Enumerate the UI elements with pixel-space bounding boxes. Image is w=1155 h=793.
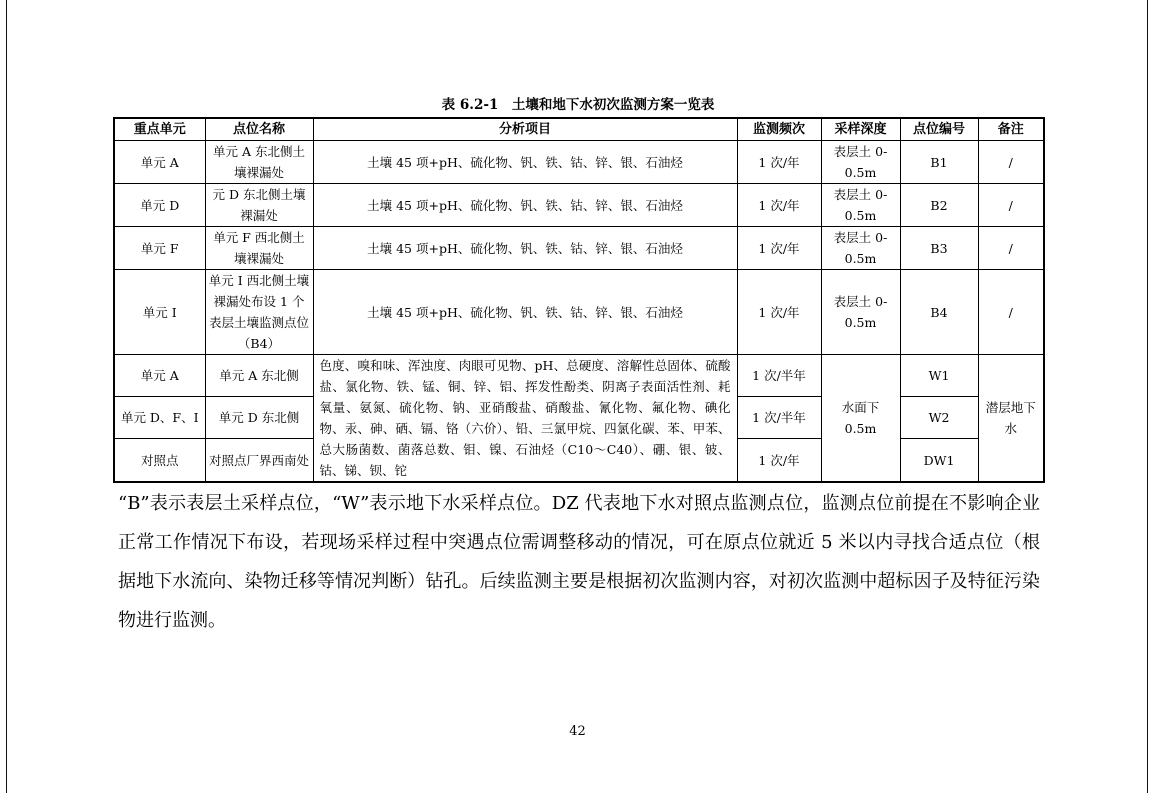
table-row <box>114 270 1044 355</box>
cell-code: B4 <box>900 270 978 355</box>
page-border-left <box>6 0 7 793</box>
cell-water-note: 潜层地下水 <box>978 355 1044 483</box>
cell-location: 单元 F 西北侧土壤裸漏处 <box>205 227 313 270</box>
cell-unit: 对照点 <box>114 439 205 482</box>
cell-frequency: 1 次/半年 <box>737 355 821 397</box>
body-paragraph: “B”表示表层土采样点位，“W”表示地下水采样点位。DZ 代表地下水对照点监测点位，监测点位前提在不影响企业正常工作情况下布设，若现场采样过程中突遇点位需调整移动的情况，可在原点位就近 5 米以内寻找合适点位（根据地下水流向、染物迁移等情况判断）钻孔。后续监测主要是根据初次监测内容，对初次监测中超标因子及特征污染物进行监测。 <box>118 493 1040 631</box>
cell-location: 单元 I 西北侧土壤裸漏处布设 1 个表层土壤监测点位（B4） <box>205 270 313 355</box>
cell-code: B2 <box>900 184 978 227</box>
cell-code: W1 <box>900 355 978 397</box>
cell-note: / <box>978 141 1044 184</box>
page-number: 42 <box>569 724 586 739</box>
header-depth: 采样深度 <box>821 118 900 141</box>
cell-location: 单元 A 东北侧 <box>205 355 313 397</box>
cell-frequency: 1 次/年 <box>737 270 821 355</box>
header-analysis: 分析项目 <box>313 118 737 141</box>
cell-frequency: 1 次/半年 <box>737 397 821 439</box>
cell-location: 对照点厂界西南处 <box>205 439 313 482</box>
table-row <box>114 141 1044 184</box>
cell-code: W2 <box>900 397 978 439</box>
table-header-row <box>114 118 1044 141</box>
cell-unit: 单元 I <box>114 270 205 355</box>
cell-analysis: 土壤 45 项+pH、硫化物、钒、铁、钴、锌、银、石油烃 <box>313 227 737 270</box>
cell-location: 单元 A 东北侧土壤裸漏处 <box>205 141 313 184</box>
cell-unit: 单元 F <box>114 227 205 270</box>
cell-depth: 表层土 0-0.5m <box>821 184 900 227</box>
cell-frequency: 1 次/年 <box>737 141 821 184</box>
monitoring-plan-table <box>113 117 1045 483</box>
page-border-right <box>1147 0 1148 793</box>
table-row <box>114 355 1044 397</box>
table-row <box>114 184 1044 227</box>
header-code: 点位编号 <box>900 118 978 141</box>
cell-unit: 单元 D、F、I <box>114 397 205 439</box>
table-row <box>114 227 1044 270</box>
cell-location: 元 D 东北侧土壤裸漏处 <box>205 184 313 227</box>
cell-analysis: 土壤 45 项+pH、硫化物、钒、铁、钴、锌、银、石油烃 <box>313 184 737 227</box>
header-unit: 重点单元 <box>114 118 205 141</box>
cell-note: / <box>978 227 1044 270</box>
cell-analysis: 土壤 45 项+pH、硫化物、钒、铁、钴、锌、银、石油烃 <box>313 270 737 355</box>
cell-water-depth: 水面下 0.5m <box>821 355 900 483</box>
header-note: 备注 <box>978 118 1044 141</box>
cell-frequency: 1 次/年 <box>737 184 821 227</box>
cell-location: 单元 D 东北侧 <box>205 397 313 439</box>
cell-code: B1 <box>900 141 978 184</box>
header-frequency: 监测频次 <box>737 118 821 141</box>
table-caption: 表 6.2-1 土壤和地下水初次监测方案一览表 <box>441 97 715 113</box>
cell-depth: 表层土 0-0.5m <box>821 141 900 184</box>
cell-frequency: 1 次/年 <box>737 439 821 482</box>
cell-water-analysis: 色度、嗅和味、浑浊度、肉眼可见物、pH、总硬度、溶解性总固体、硫酸盐、氯化物、铁、锰、铜、锌、铝、挥发性酚类、阴离子表面活性剂、耗氧量、氨氮、硫化物、钠、亚硝酸盐、硝酸盐、氰化物、氟化物、碘化物、汞、砷、硒、镉、铬（六价）、铅、三氯甲烷、四氯化碳、苯、甲苯、总大肠菌数、菌落总数、钼、镍、石油烃（C10～C40）、硼、银、铍、钴、锑、钡、铊 <box>313 355 737 483</box>
cell-depth: 表层土 0-0.5m <box>821 270 900 355</box>
cell-unit: 单元 A <box>114 141 205 184</box>
cell-code: DW1 <box>900 439 978 482</box>
cell-depth: 表层土 0-0.5m <box>821 227 900 270</box>
cell-unit: 单元 D <box>114 184 205 227</box>
header-location: 点位名称 <box>205 118 313 141</box>
cell-frequency: 1 次/年 <box>737 227 821 270</box>
cell-unit: 单元 A <box>114 355 205 397</box>
cell-analysis: 土壤 45 项+pH、硫化物、钒、铁、钴、锌、银、石油烃 <box>313 141 737 184</box>
cell-code: B3 <box>900 227 978 270</box>
cell-note: / <box>978 184 1044 227</box>
cell-note: / <box>978 270 1044 355</box>
